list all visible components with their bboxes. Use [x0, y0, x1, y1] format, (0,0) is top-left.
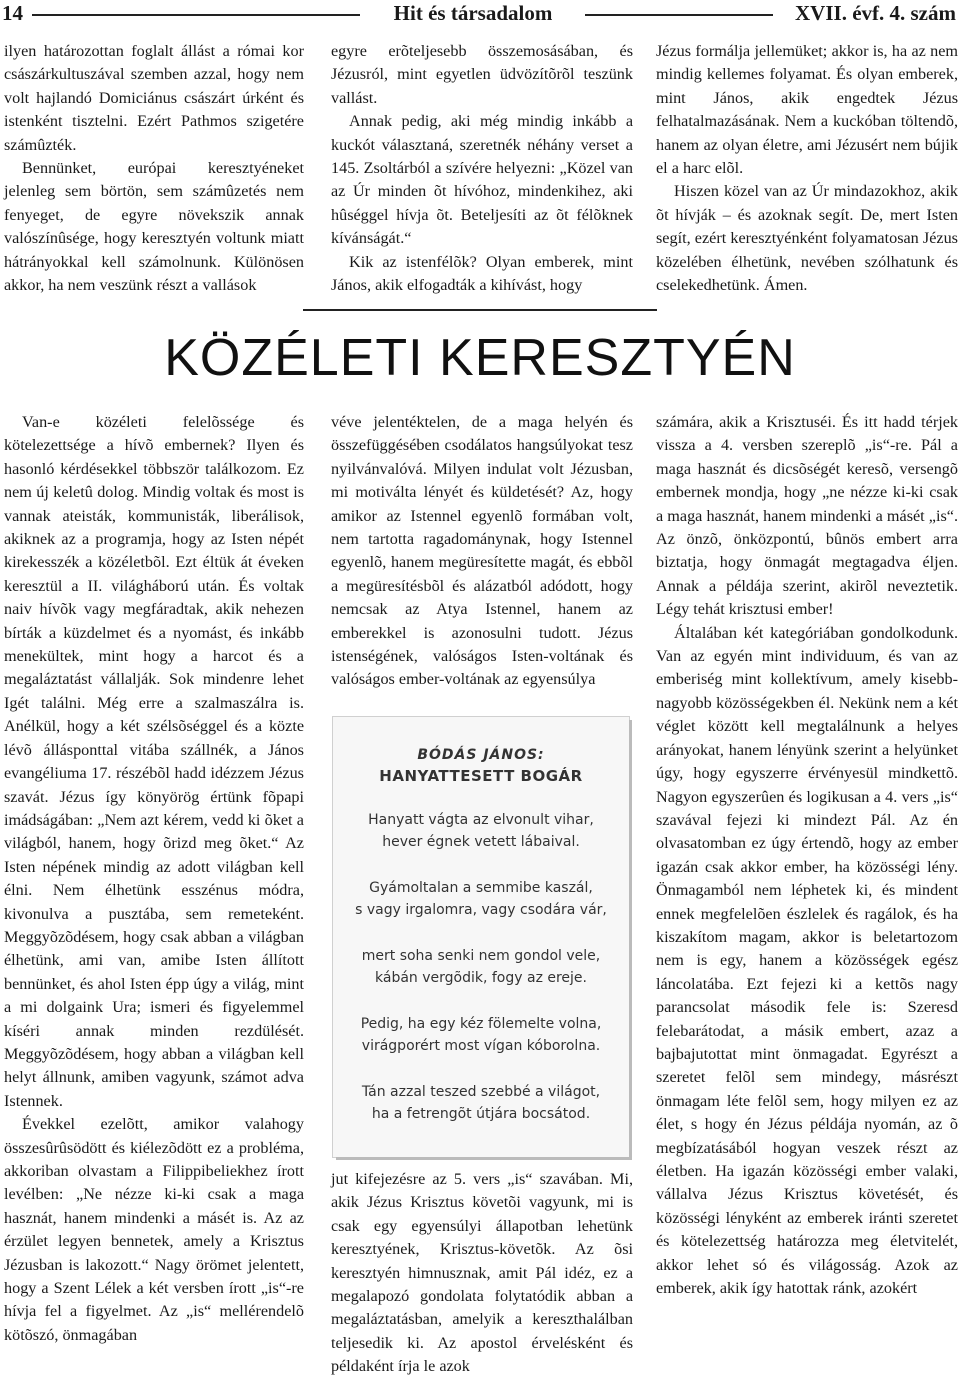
- paragraph: ilyen határozottan foglalt állást a római kor császárkultuszával szemben azzal, hogy nem volt hajlandó Domiciánus császárt úrként és istenként tisztelni. Ezért Pathmos szigetére számûzték.: [4, 42, 304, 154]
- header-rule-left: [32, 14, 360, 16]
- poem-line: ha a fetrengõt útjára bocsátod.: [371, 1106, 591, 1122]
- poem-line: hever égnek vetett lábaival.: [382, 834, 580, 850]
- issue-label: XVII. évf. 4. szám: [795, 1, 956, 25]
- paragraph: Jézus formálja jellemüket; akkor is, ha az nem mindig kellemes folyamat. És olyan emberek, mint János, akik engedtek Jézus felhatalmazásának. Nem a kuckóban töltendõ, hanem az olyan életre, ami Jézusért nem bújik el a harc elõl.: [656, 42, 958, 178]
- paragraph: véve jelentéktelen, de a maga helyén és összefüggésében csodálatos hangsúlyokat tesz nyilvánvalóvá. Milyen indulat volt Jézusban, mi motiválta lényét és küldetését? Az, hogy amikor az Istennel egyenlõ formában volt, nem tartotta ragadománynak, hogy Istennel egyenlõ, hanem megüresítette magát, és ebbõl a megüresítésbõl és alázatból adódott, hogy nemcsak az Atya Istennel, hanem az emberekkel is azonosulni tudott. Jézus istenségének, valóságos Isten-voltának és valóságos ember-voltának az egyensúlya: [331, 413, 633, 689]
- paragraph: Évekkel ezelõtt, amikor valahogy összesûrûsödött és kiélezõdött ez a probléma, akkoriban olvastam a Filippibeliekhez írott levélben: „Ne nézze ki-ki csak a maga hasznát, hanem mindenki a másét is. Az az érzület legyen bennetek, amely a Krisztus Jézusban is lakozott.“ Nagy örömet jelentett, hogy a Szent Lélek a két versben írott „is“-re hívja fel a figyelmet. Az „is“ mellérendelõ kötõszó, önmagában: [4, 1115, 304, 1344]
- paragraph: Általában két kategóriában gondolkodunk. Van az egyén mint individuum, és van az emberiség mint kollektívum, amely kisebb-nagyobb közösségekben él. Nekünk nem a két véglet között kell megtalálnunk a helyes arányokat, hanem lényünk szerint a helyünket úgy, hogy egyszerre érvényesül mindkettõ. Nagyon egyszerûen és logikusan a 4. vers „is“ szavával fejezi ki mindezt Pál. Az én olvasatomban ez úgy értendõ, hogy az ember igazán csak akkor ember, ha közösségi lény. Önmagamból nem léphetek ki, és mindent ennek megfelelõen észlelek és ragálok, és ha kiszakítom magam, akkor is beletartozom nem is egy, hanem a közösségek egész láncolatába. Ezt fejezi ki a kettõs nagy parancsolat második fele is: Szeresd felebarátodat, a másik embert, azaz a bajbajutottat mint önmagadat. Egyrészt a szeretet felõl sem mindegy, másrészt önmagam léte felõl sem, hogy milyen ez az élet, s hogy én Jézus példája nyomán, az õ megbízatásából hogyan veszek részt az életben. Ha igazán közösségi ember valaki, vállalva Jézus Krisztus követését, és közösségi lényként az emberek iránti szeretet és kötelezettség határozza meg életvitelét, akkor lehet só és világosság. Azok az emberek, akik így hatottak ránk, azokért: [656, 623, 958, 1298]
- page-number: 14: [2, 1, 23, 25]
- poem-line: Pedig, ha egy kéz fölemelte volna,: [360, 1016, 602, 1032]
- article-column-3: [656, 411, 958, 1300]
- page-header: [0, 0, 960, 26]
- article-title: KÖZÉLETI KERESZTYÉN: [164, 329, 796, 387]
- poem-stanzas: [333, 809, 629, 1125]
- paragraph: Annak pedig, aki még mindig inkább a kuckót választaná, szeretnék néhány verset a 145. Zsoltárból a szívére helyezni: „Közel van az Úr minden õt hívóhoz, mindenkihez, aki hûséggel hívja õt. Beteljesíti az õt félõknek kívánságát.“: [331, 112, 633, 248]
- article-column-2-bottom: [331, 1168, 633, 1379]
- paragraph: Hiszen közel van az Úr mindazokhoz, akik õt hívják – és azoknak segít. De, mert Isten segít, ezért keresztyénként folyamatosan Jézus közelében élhetünk, nevében szólhatunk és cselekedhetünk. Ámen.: [656, 182, 958, 295]
- poem-line: kábán vergõdik, fogy az ereje.: [375, 970, 587, 986]
- poem-title: HANYATTESETT BOGÁR: [379, 767, 583, 785]
- poem-stanza: [333, 1081, 629, 1125]
- poem-line: Gyámoltalan a semmibe kaszál,: [369, 880, 593, 896]
- poem-line: Tán azzal teszed szebbé a világot,: [361, 1084, 601, 1100]
- poem-box: [333, 717, 629, 1157]
- poem-line: s vagy irgalomra, vagy csodára vár,: [355, 902, 607, 918]
- top-column-3: [656, 40, 958, 297]
- paragraph: számára, akik a Krisztuséi. És itt hadd térjek vissza a 4. versben szereplõ „is“-re. Pál a maga hasznát és dicsõségét keresõ, versengõ embernek mondja, hogy „ne nézze ki-ki csak a maga hasznát, hanem mindenki a másét „is“. Az önzõ, önközpontú, bûnös embert arra biztatja, hogy önmagát megtagadva éljen. Annak a példája szerint, akirõl neveztetik. Légy tehát krisztusi ember!: [656, 413, 958, 619]
- poem-stanza: [333, 945, 629, 989]
- poem-line: virágporért most vígan kóborolna.: [361, 1038, 601, 1054]
- section-title: Hit és társadalom: [393, 1, 553, 25]
- poem-author: BÓDÁS JÁNOS:: [417, 747, 545, 763]
- header-rule-right: [585, 14, 773, 16]
- paragraph: Bennünket, európai keresztyéneket jelenleg sem börtön, sem számûzetés nem fenyeget, de egyre növekszik annak valószínûsége, hogy keresztyén voltunk miatt hátrányokkal kell számolnunk. Különösen akkor, ha nem veszünk részt a vallások: [4, 159, 304, 295]
- poem-line: mert soha senki nem gondol vele,: [361, 948, 601, 964]
- article-column-2-top: [331, 411, 633, 692]
- poem-stanza: [333, 1013, 629, 1057]
- paragraph: Van-e közéleti felelõssége és kötelezettsége a hívõ embernek? Ilyen és hasonló kérdésekkel többször találkozom. Ez nem új keletû dolog. Mindig voltak és most is vannak ateisták, kommunisták, liberálisok, akiknek az a programja, hogy az Isten népét kirekesszék a közéletbõl. Ezt éltük át éveken keresztül a II. világháború után. És voltak naiv hívõk vagy megfáradtak, akik nehezen bírták a küzdelmet és a nyomást, és inkább menekültek, mint hogy a harcot és a megaláztatást vállalják. Sok mindenre lehet Igét találni. Még erre a szalmaszálra is. Anélkül, hogy a két szélsõséggel és a közte lévõ állásponttal vitába szállnék, a János evangéliuma 17. részébõl hadd idézzem Jézus szavát. Jézus így könyörög értünk fõpapi imádságában: „Nem azt kérem, vedd ki õket a világból, hanem, hogy õrizd meg õket.“ Az Isten népének mindig az adott világban kell élni. Nem élhetünk esszénus módra, kivonulva a pusztába, sem remeteként. Meggyõzõdésem, hogy csak abban a világban élhetünk, ami van, amibe Isten állított bennünket, és ahol Isten épp úgy a világ, mint a mi dolgaink Ura; ismeri és figyelemmel kíséri annak minden rezdülését. Meggyõzõdésem, hogy abban a világban kell helyt állnunk, amiben vagyunk, számot adva Istennek.: [4, 413, 304, 1110]
- paragraph: egyre erõteljesebb összemosásában, és Jézusról, mint egyetlen üdvözítõrõl teszünk vallást.: [331, 42, 633, 107]
- poem-stanza: [333, 809, 629, 853]
- poem-stanza: [333, 877, 629, 921]
- paragraph: Kik az istenfélõk? Olyan emberek, mint János, akik elfogadták a kihívást, hogy: [331, 252, 633, 295]
- top-column-2: [331, 40, 633, 297]
- paragraph: jut kifejezésre az 5. vers „is“ szavában. Mi, akik Jézus Krisztus követõi vagyunk, mi is csak egy egyensúlyi állapotban lehetünk keresztyének, Krisztus-követõk. Az õsi keresztyén himnusznak, amit Pál idéz, ez a megalapozó gondolata folytatódik abban a megaláztatásban, amelyik a kereszthalálban teljesedik ki. Az apostol érvelésként és példaként írja le azok: [331, 1170, 633, 1376]
- article-column-1: [4, 411, 304, 1347]
- top-column-1: [4, 40, 304, 297]
- poem-line: Hanyatt vágta az elvonult vihar,: [368, 812, 594, 828]
- section-divider: [303, 309, 657, 311]
